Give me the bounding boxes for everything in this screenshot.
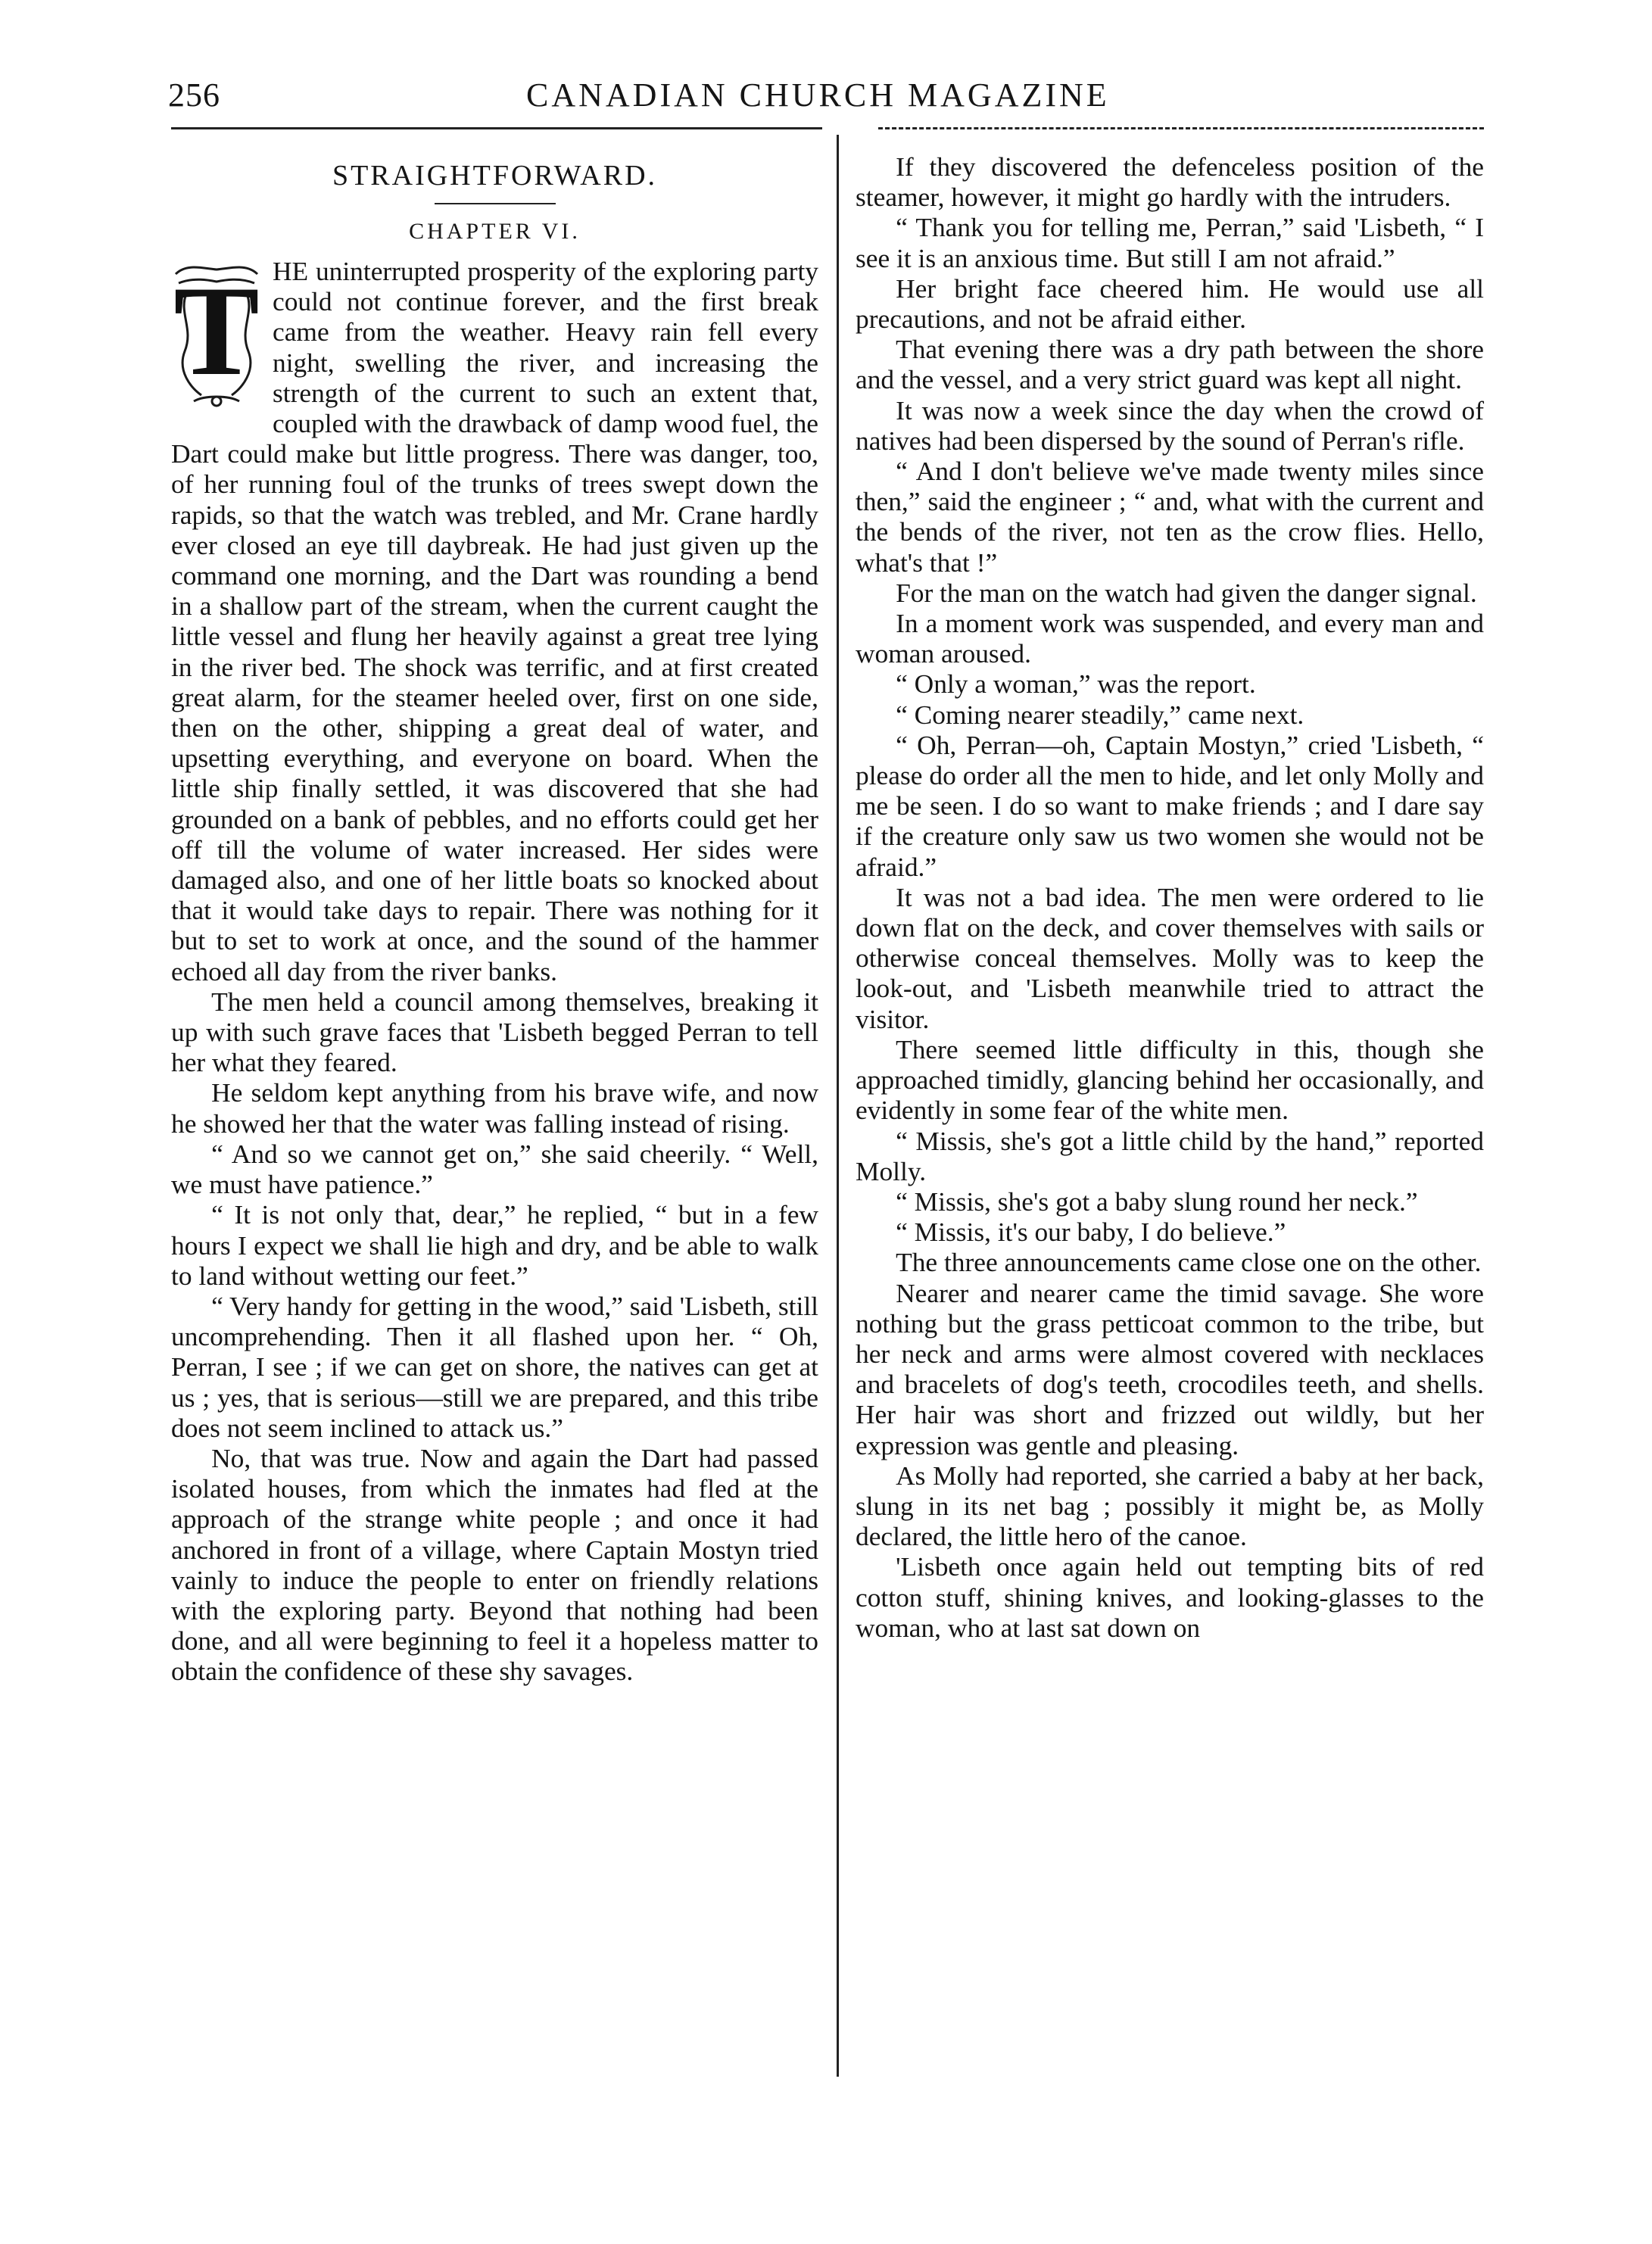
paragraph: 'Lisbeth once again held out tempting bits of red cotton stuff, shining knives, and looking-glasses to the woman, who at last sat down on (856, 1551, 1484, 1643)
paragraph: “ Thank you for telling me, Perran,” said 'Lisbeth, “ I see it is an anxious time. But still I am not afraid.” (856, 212, 1484, 273)
paragraph: “ Missis, it's our baby, I do believe.” (896, 1217, 1286, 1248)
paragraph: “ Missis, she's got a little child by the hand,” reported Molly. (856, 1125, 1484, 1186)
title-rule (435, 203, 556, 204)
header-rule-right (878, 127, 1484, 129)
paragraph: “ It is not only that, dear,” he replied, “ but in a few hours I expect we shall lie high and dry, and be able to walk to land without wetting our feet.” (171, 1199, 818, 1291)
paragraph: “ Oh, Perran—oh, Captain Mostyn,” cried 'Lisbeth, “ please do order all the men to hide, and let only Molly and me be seen. I do so want to make friends ; and I dare say if the creature only saw us two women she would not be afraid.” (856, 729, 1484, 882)
paragraph: It was not a bad idea. The men were ordered to lie down flat on the deck, and cover themselves with sails or otherwise conceal themselves. Molly was to keep the look-out, and 'Lisbeth meanwhile tried to attract the visitor. (856, 881, 1484, 1034)
paragraph: “ Only a woman,” was the report. (896, 669, 1256, 700)
paragraph: “ Coming nearer steadily,” came next. (896, 699, 1304, 730)
running-head: CANADIAN CHURCH MAGAZINE (526, 76, 1110, 114)
header-rule-left (171, 127, 822, 129)
paragraph: As Molly had reported, she carried a baby at her back, slung in its net bag ; possibly it might be, as Molly declared, the little hero of the canoe. (856, 1460, 1484, 1552)
paragraph: It was now a week since the day when the crowd of natives had been dispersed by the sound of Perran's rifle. (856, 394, 1484, 456)
paragraph: That evening there was a dry path between the shore and the vessel, and a very strict guard was kept all night. (856, 334, 1484, 395)
right-column (856, 151, 1484, 1643)
paragraph: He seldom kept anything from his brave wife, and now he showed her that the water was falling instead of rising. (171, 1077, 818, 1139)
paragraph: HE uninterrupted prosperity of the exploring party could not continue forever, and the first break came from the weather. Heavy rain fell every night, swelling the river, and increasing the strength of the current to such an extent that, coupled with the drawback of damp wood fuel, the Dart could make but little progress. There was danger, too, of her running foul of the trunks of trees swept down the rapids, so that the watch was trebled, and Mr. Crane hardly ever closed an eye till daybreak. He had just given up the command one morning, and the Dart was rounding a bend in a shallow part of the stream, when the current caught the little vessel and flung her heavily against a great tree lying in the river bed. The shock was terrific, and at first created great alarm, for the steamer heeled over, first on one side, then on the other, shipping a great deal of water, and upsetting everything, and everyone on board. When the little ship finally settled, it was discovered that she had grounded on a bank of pebbles, and no efforts could get her off till the volume of water increased. Her sides were damaged also, and one of her little boats so knocked about that it would take days to repair. There was nothing for it but to set to work at once, and the sound of the hammer echoed all day from the river banks. (171, 256, 818, 986)
chapter-heading: CHAPTER VI. (409, 219, 581, 244)
paragraph: No, that was true. Now and again the Dart had passed isolated houses, from which the inmates had fled at the approach of the strange white people ; and once it had anchored in front of a village, where Captain Mostyn tried vainly to induce the people to enter on friendly relations with the exploring party. Beyond that nothing had been done, and all were beginning to feel it a hopeless matter to obtain the confidence of these shy savages. (171, 1442, 818, 1687)
paragraph: In a moment work was suspended, and every man and woman aroused. (856, 608, 1484, 669)
paragraph: For the man on the watch had given the danger signal. (896, 577, 1477, 608)
story-title: STRAIGHTFORWARD. (332, 160, 658, 192)
paragraph: The three announcements came close one on the other. (896, 1247, 1482, 1278)
drop-cap-letter: T (173, 260, 260, 402)
paragraph: “ And so we cannot get on,” she said cheerily. “ Well, we must have patience.” (171, 1138, 818, 1200)
paragraph: Nearer and nearer came the timid savage. She wore nothing but the grass petticoat common to the tribe, but her neck and arms were almost covered with necklaces and bracelets of dog's teeth, crocodiles teeth, and shells. Her hair was short and frizzed out wildly, but her expression was gentle and pleasing. (856, 1277, 1484, 1460)
paragraph: The men held a council among themselves, breaking it up with such grave faces that 'Lisbeth begged Perran to tell her what they feared. (171, 986, 818, 1078)
left-column (171, 151, 818, 1687)
paragraph: Her bright face cheered him. He would use all precautions, and not be afraid either. (856, 273, 1484, 335)
column-divider (837, 135, 839, 2077)
paragraph: If they discovered the defenceless position of the steamer, however, it might go hardly with the intruders. (856, 151, 1484, 213)
paragraph: “ Missis, she's got a baby slung round her neck.” (896, 1186, 1418, 1217)
paragraph: “ And I don't believe we've made twenty miles since then,” said the engineer ; “ and, what with the current and the bends of the river, not ten as the crow flies. Hello, what's that !” (856, 456, 1484, 578)
paragraph: “ Very handy for getting in the wood,” said 'Lisbeth, still uncomprehending. Then it all flashed upon her. “ Oh, Perran, I see ; if we can get on shore, the natives can get at us ; yes, that is serious—still we are prepared, and this tribe does not seem inclined to attack us.” (171, 1290, 818, 1443)
page-number: 256 (168, 76, 220, 114)
paragraph: There seemed little difficulty in this, though she approached timidly, glancing behind her occasionally, and evidently in some fear of the white men. (856, 1033, 1484, 1126)
decorative-drop-cap (171, 260, 262, 409)
